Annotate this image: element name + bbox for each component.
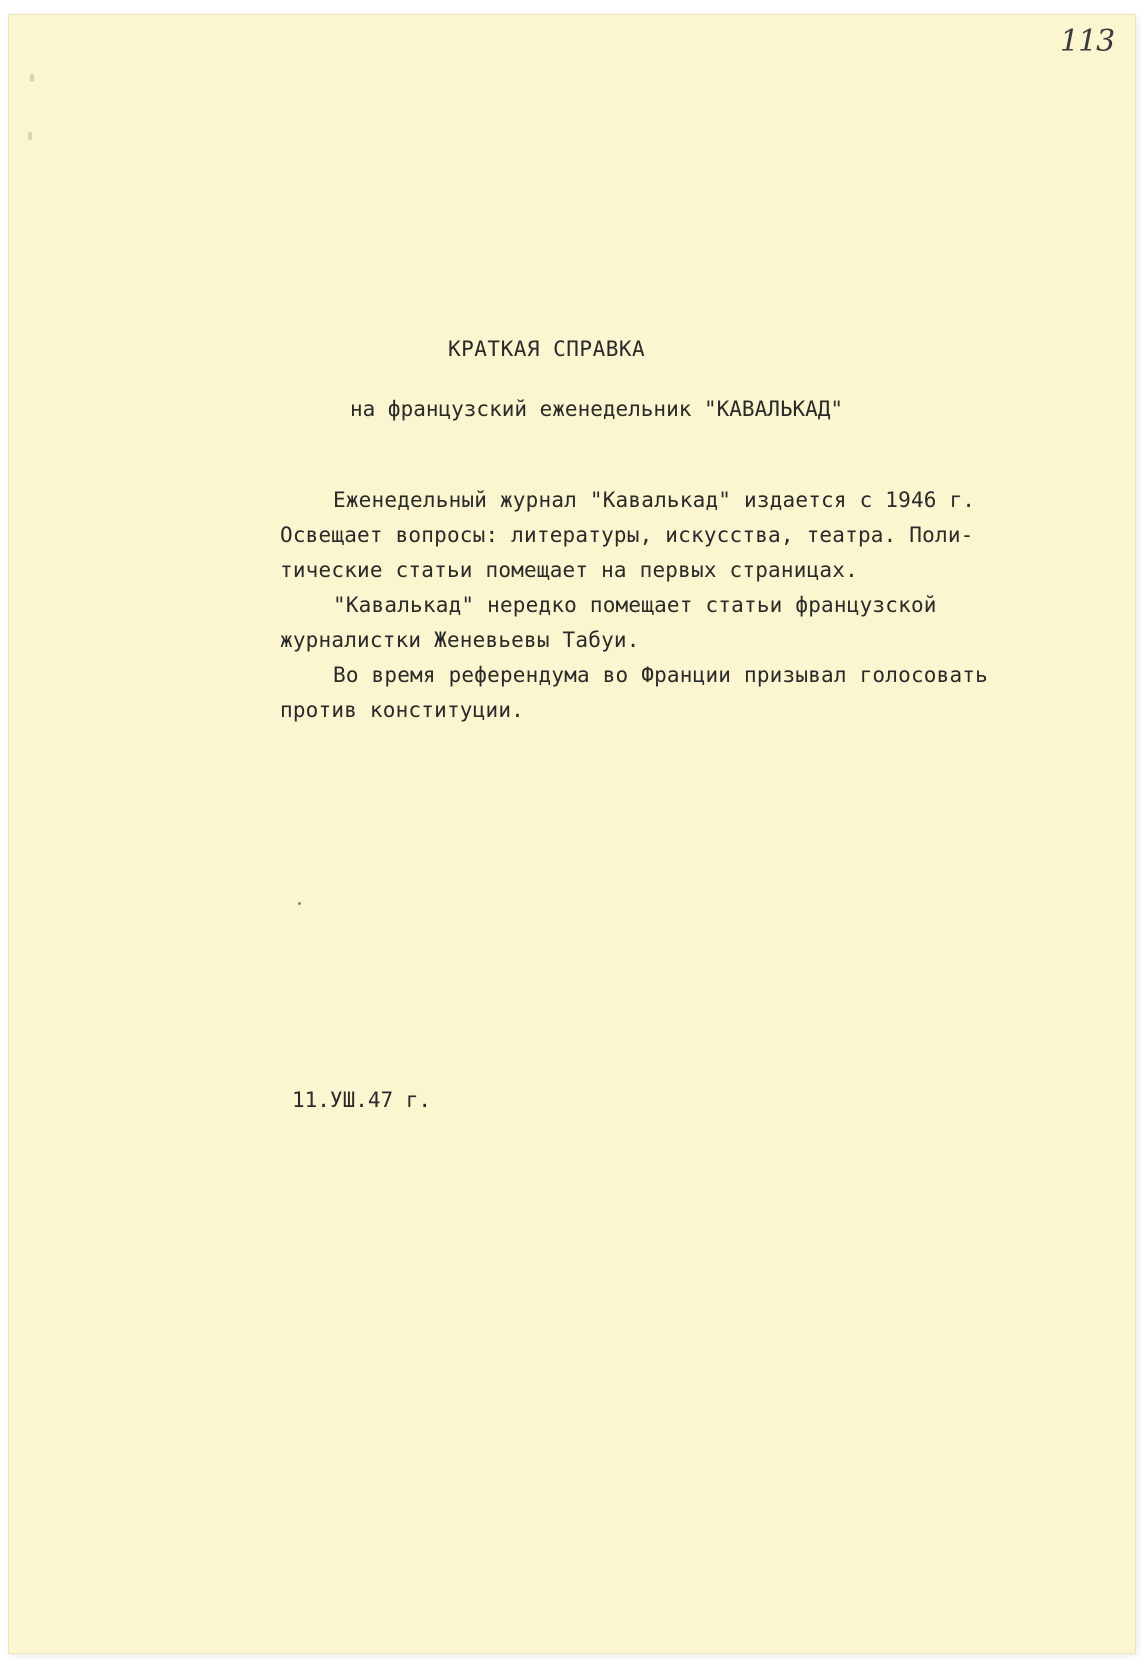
body-line: "Кавалькад" нередко помещает статьи французской xyxy=(333,593,937,617)
document-title: КРАТКАЯ СПРАВКА xyxy=(448,337,646,361)
body-line: Еженедельный журнал "Кавалькад" издается с 1946 г. xyxy=(333,488,976,512)
document-page xyxy=(8,14,1136,1654)
ink-speck xyxy=(298,902,301,905)
body-line: Освещает вопросы: литературы, искусства, театра. Поли- xyxy=(280,523,974,547)
body-line: против конституции. xyxy=(280,698,525,722)
folio-number: 113 xyxy=(1060,24,1115,59)
document-subtitle: на французский еженедельник "КАВАЛЬКАД" xyxy=(350,397,844,421)
punch-mark xyxy=(28,132,32,140)
document-date: 11.УШ.47 г. xyxy=(292,1088,432,1112)
punch-mark xyxy=(30,74,34,82)
body-line: журналистки Женевьевы Табуи. xyxy=(280,628,640,652)
body-line: Во время референдума во Франции призывал голосовать xyxy=(333,663,988,687)
body-line: тические статьи помещает на первых страницах. xyxy=(280,558,858,582)
